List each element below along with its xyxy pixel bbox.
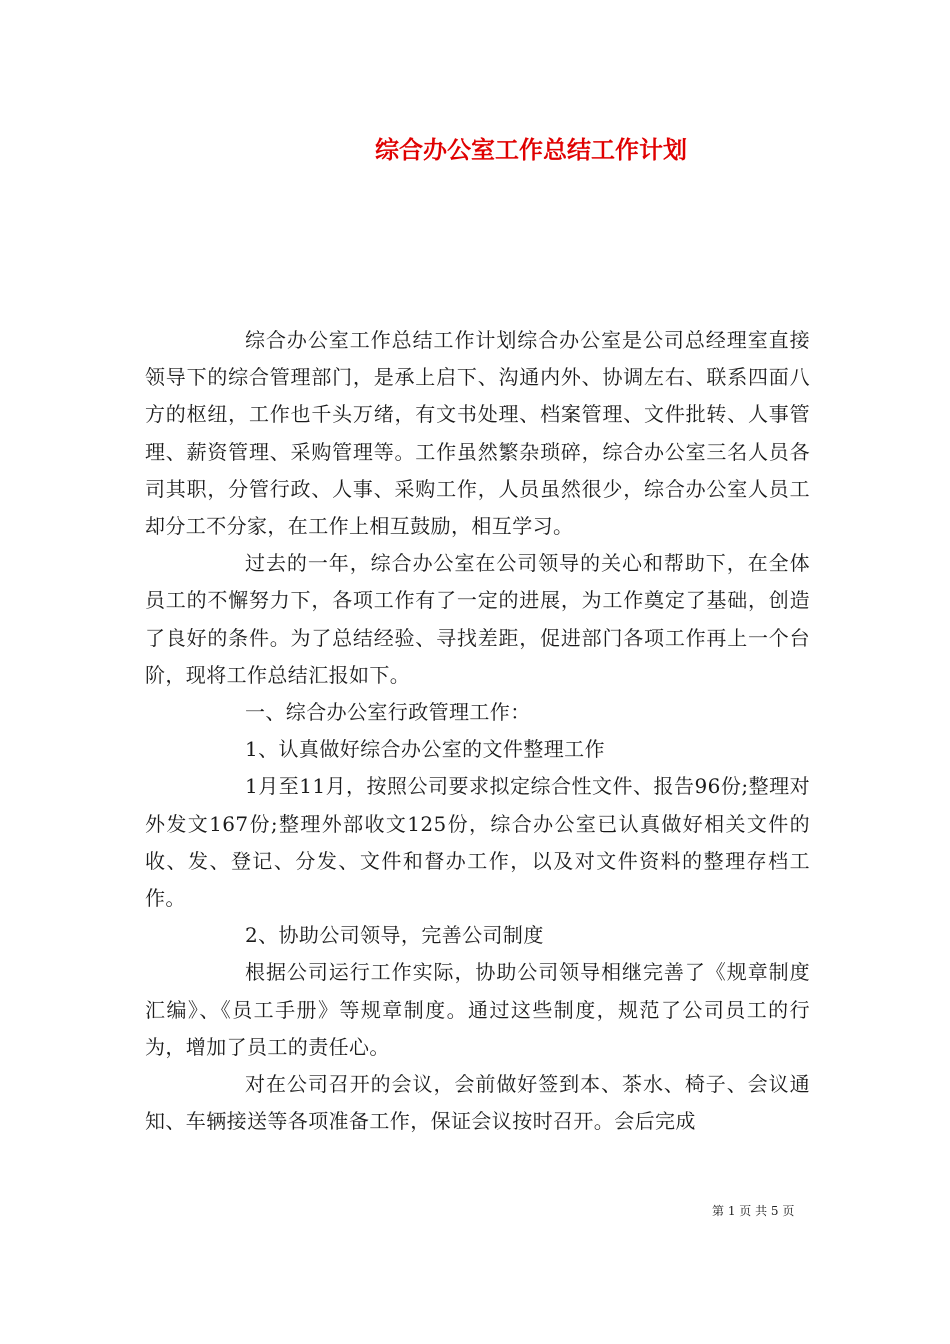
subheading-file-work: 1、认真做好综合办公室的文件整理工作: [245, 737, 605, 762]
document-title: 综合办公室工作总结工作计划: [375, 136, 687, 164]
paragraph-regulations: 根据公司运行工作实际，协助公司领导相继完善了《规章制度汇编》、《员工手册》等规章制度。通过这些制度，规范了公司员工的行为，增加了员工的责任心。: [145, 960, 810, 1059]
paragraph-past-year: 过去的一年，综合办公室在公司领导的关心和帮助下，在全体员工的不懈努力下，各项工作有了一定的进展，为工作奠定了基础，创造了良好的条件。为了总结经验、寻找差距，促进部门各项工作再上一个台阶，现将工作总结汇报如下。: [145, 551, 810, 687]
paragraph-file-stats: 1月至11月，按照公司要求拟定综合性文件、报告96份;整理对外发文167份;整理外部收文125份，综合办公室已认真做好相关文件的收、发、登记、分发、文件和督办工作，以及对文件资料的整理存档工作。: [145, 774, 810, 911]
document-body: [145, 322, 810, 1140]
section-heading-admin: 一、综合办公室行政管理工作：: [245, 700, 531, 725]
paragraph-intro: 综合办公室工作总结工作计划综合办公室是公司总经理室直接领导下的综合管理部门，是承上启下、沟通内外、协调左右、联系四面八方的枢纽，工作也千头万绪，有文书处理、档案管理、文件批转、人事管理、薪资管理、采购管理等。工作虽然繁杂琐碎，综合办公室三名人员各司其职，分管行政、人事、采购工作，人员虽然很少，综合办公室人员工却分工不分家，在工作上相互鼓励，相互学习。: [145, 328, 810, 539]
subheading-regulations: 2、协助公司领导，完善公司制度: [245, 923, 544, 948]
page-number-footer: 第 1 页 共 5 页: [712, 1204, 795, 1218]
paragraph-meetings: 对在公司召开的会议，会前做好签到本、茶水、椅子、会议通知、车辆接送等各项准备工作，保证会议按时召开。会后完成: [145, 1072, 810, 1134]
